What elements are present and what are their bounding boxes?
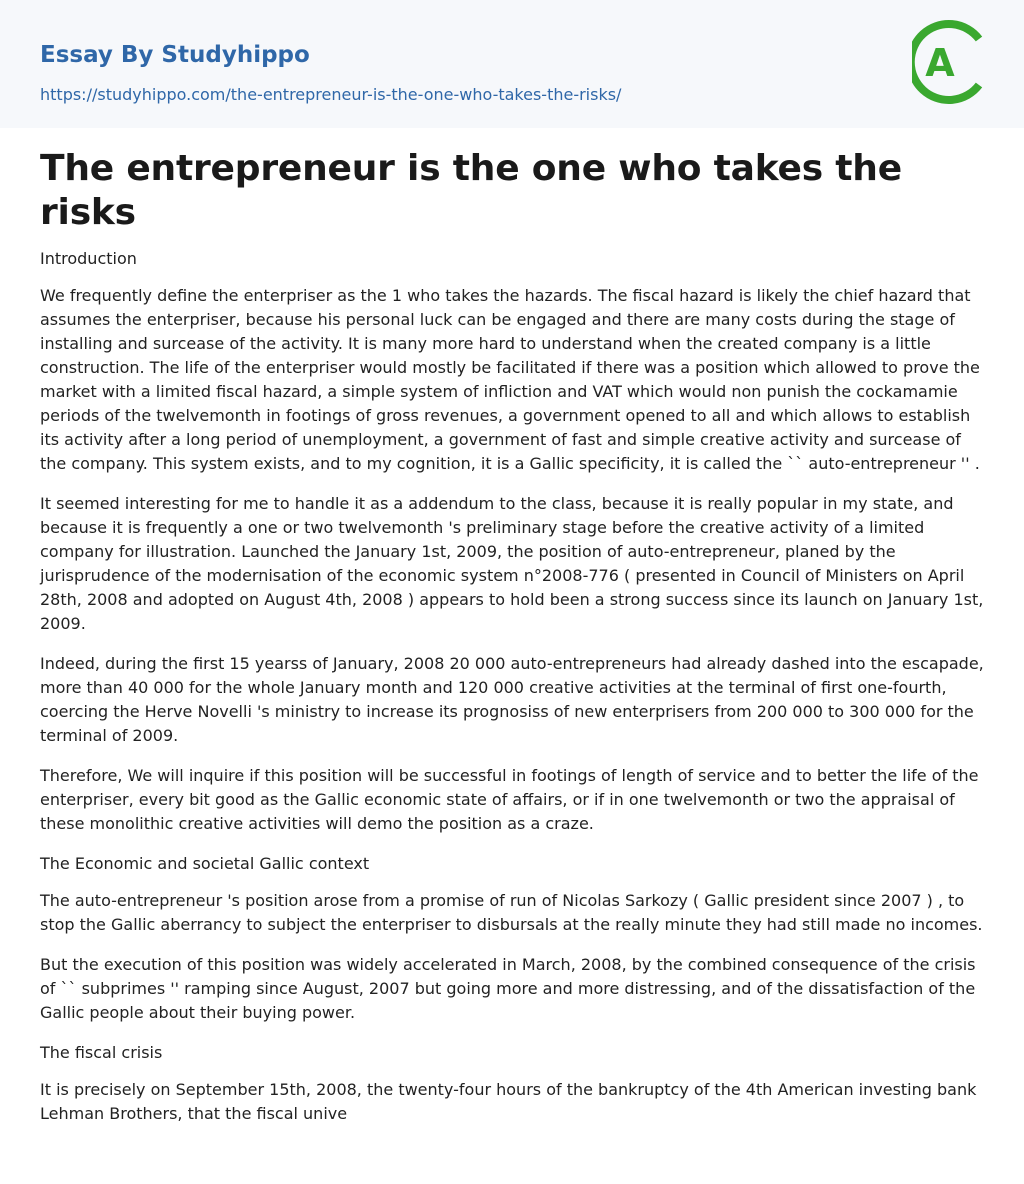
paragraph: Therefore, We will inquire if this position will be successful in footings of length of service and to better the life of the enterpriser, every bit good as the Gallic economic state of affairs, or if in one twelvemonth or two the appraisal of these monolithic creative activities will demo the position as a craze.: [40, 766, 979, 833]
paragraph: It seemed interesting for me to handle it as a addendum to the class, because it is really popular in my state, and because it is frequently a one or two twelvemonth 's preliminary stage before the creative activity of a limited company for illustration. Launched the January 1st, 2009, the position of auto-entrepreneur, planed by the jurisprudence of the modernisation of the economic system n°2008-776 ( presented in Council of Ministers on April 28th, 2008 and adopted on August 4th, 2008 ) appears to hold been a strong success since its launch on January 1st, 2009.: [40, 494, 984, 633]
paragraph: The auto-entrepreneur 's position arose from a promise of run of Nicolas Sarkozy ( Gallic president since 2007 ) , to stop the Gallic aberrancy to subject the enterpriser to disbursals at the really minute they had still made no incomes.: [40, 891, 983, 934]
section-heading-fiscal-crisis: The fiscal crisis: [40, 1043, 163, 1062]
article-url[interactable]: https://studyhippo.com/the-entrepreneur-is-the-one-who-takes-the-risks/: [40, 85, 622, 104]
section-heading-context: The Economic and societal Gallic context: [40, 854, 370, 873]
studyhippo-logo-icon[interactable]: [912, 18, 986, 106]
article-body: [0, 147, 1024, 1126]
paragraph: It is precisely on September 15th, 2008, the twenty-four hours of the bankruptcy of the 4th American investing bank Lehman Brothers, that the fiscal unive: [40, 1080, 977, 1123]
paragraph: But the execution of this position was widely accelerated in March, 2008, by the combined consequence of the crisis of `` subprimes '' ramping since August, 2007 but going more and more distressing, and of the dissatisfaction of the Gallic people about their buying power.: [40, 955, 976, 1022]
site-header: [0, 0, 1024, 128]
section-heading-introduction: Introduction: [40, 249, 137, 268]
paragraph: Indeed, during the first 15 yearss of January, 2008 20 000 auto-entrepreneurs had already dashed into the escapade, more than 40 000 for the whole January month and 120 000 creative activities at the terminal of first one-fourth, coercing the Herve Novelli 's ministry to increase its prognosiss of new enterprisers from 200 000 to 300 000 for the terminal of 2009.: [40, 654, 984, 745]
page-title: The entrepreneur is the one who takes the risks: [40, 148, 902, 233]
paragraph: We frequently define the enterpriser as the 1 who takes the hazards. The fiscal hazard is likely the chief hazard that assumes the enterpriser, because his personal luck can be engaged and there are many costs during the stage of installing and surcease of the activity. It is many more hard to understand when the created company is a little construction. The life of the enterpriser would mostly be facilitated if there was a position which allowed to prove the market with a limited fiscal hazard, a simple system of infliction and VAT which would non punish the cockamamie periods of the twelvemonth in footings of gross revenues, a government opened to all and which allows to establish its activity after a long period of unemployment, a government of fast and simple creative activity and surcease of the company. This system exists, and to my cognition, it is a Gallic specificity, it is called the `` auto-entrepreneur '' .: [40, 286, 980, 473]
site-brand[interactable]: Essay By Studyhippo: [40, 42, 310, 68]
logo-letter: A: [925, 41, 955, 85]
